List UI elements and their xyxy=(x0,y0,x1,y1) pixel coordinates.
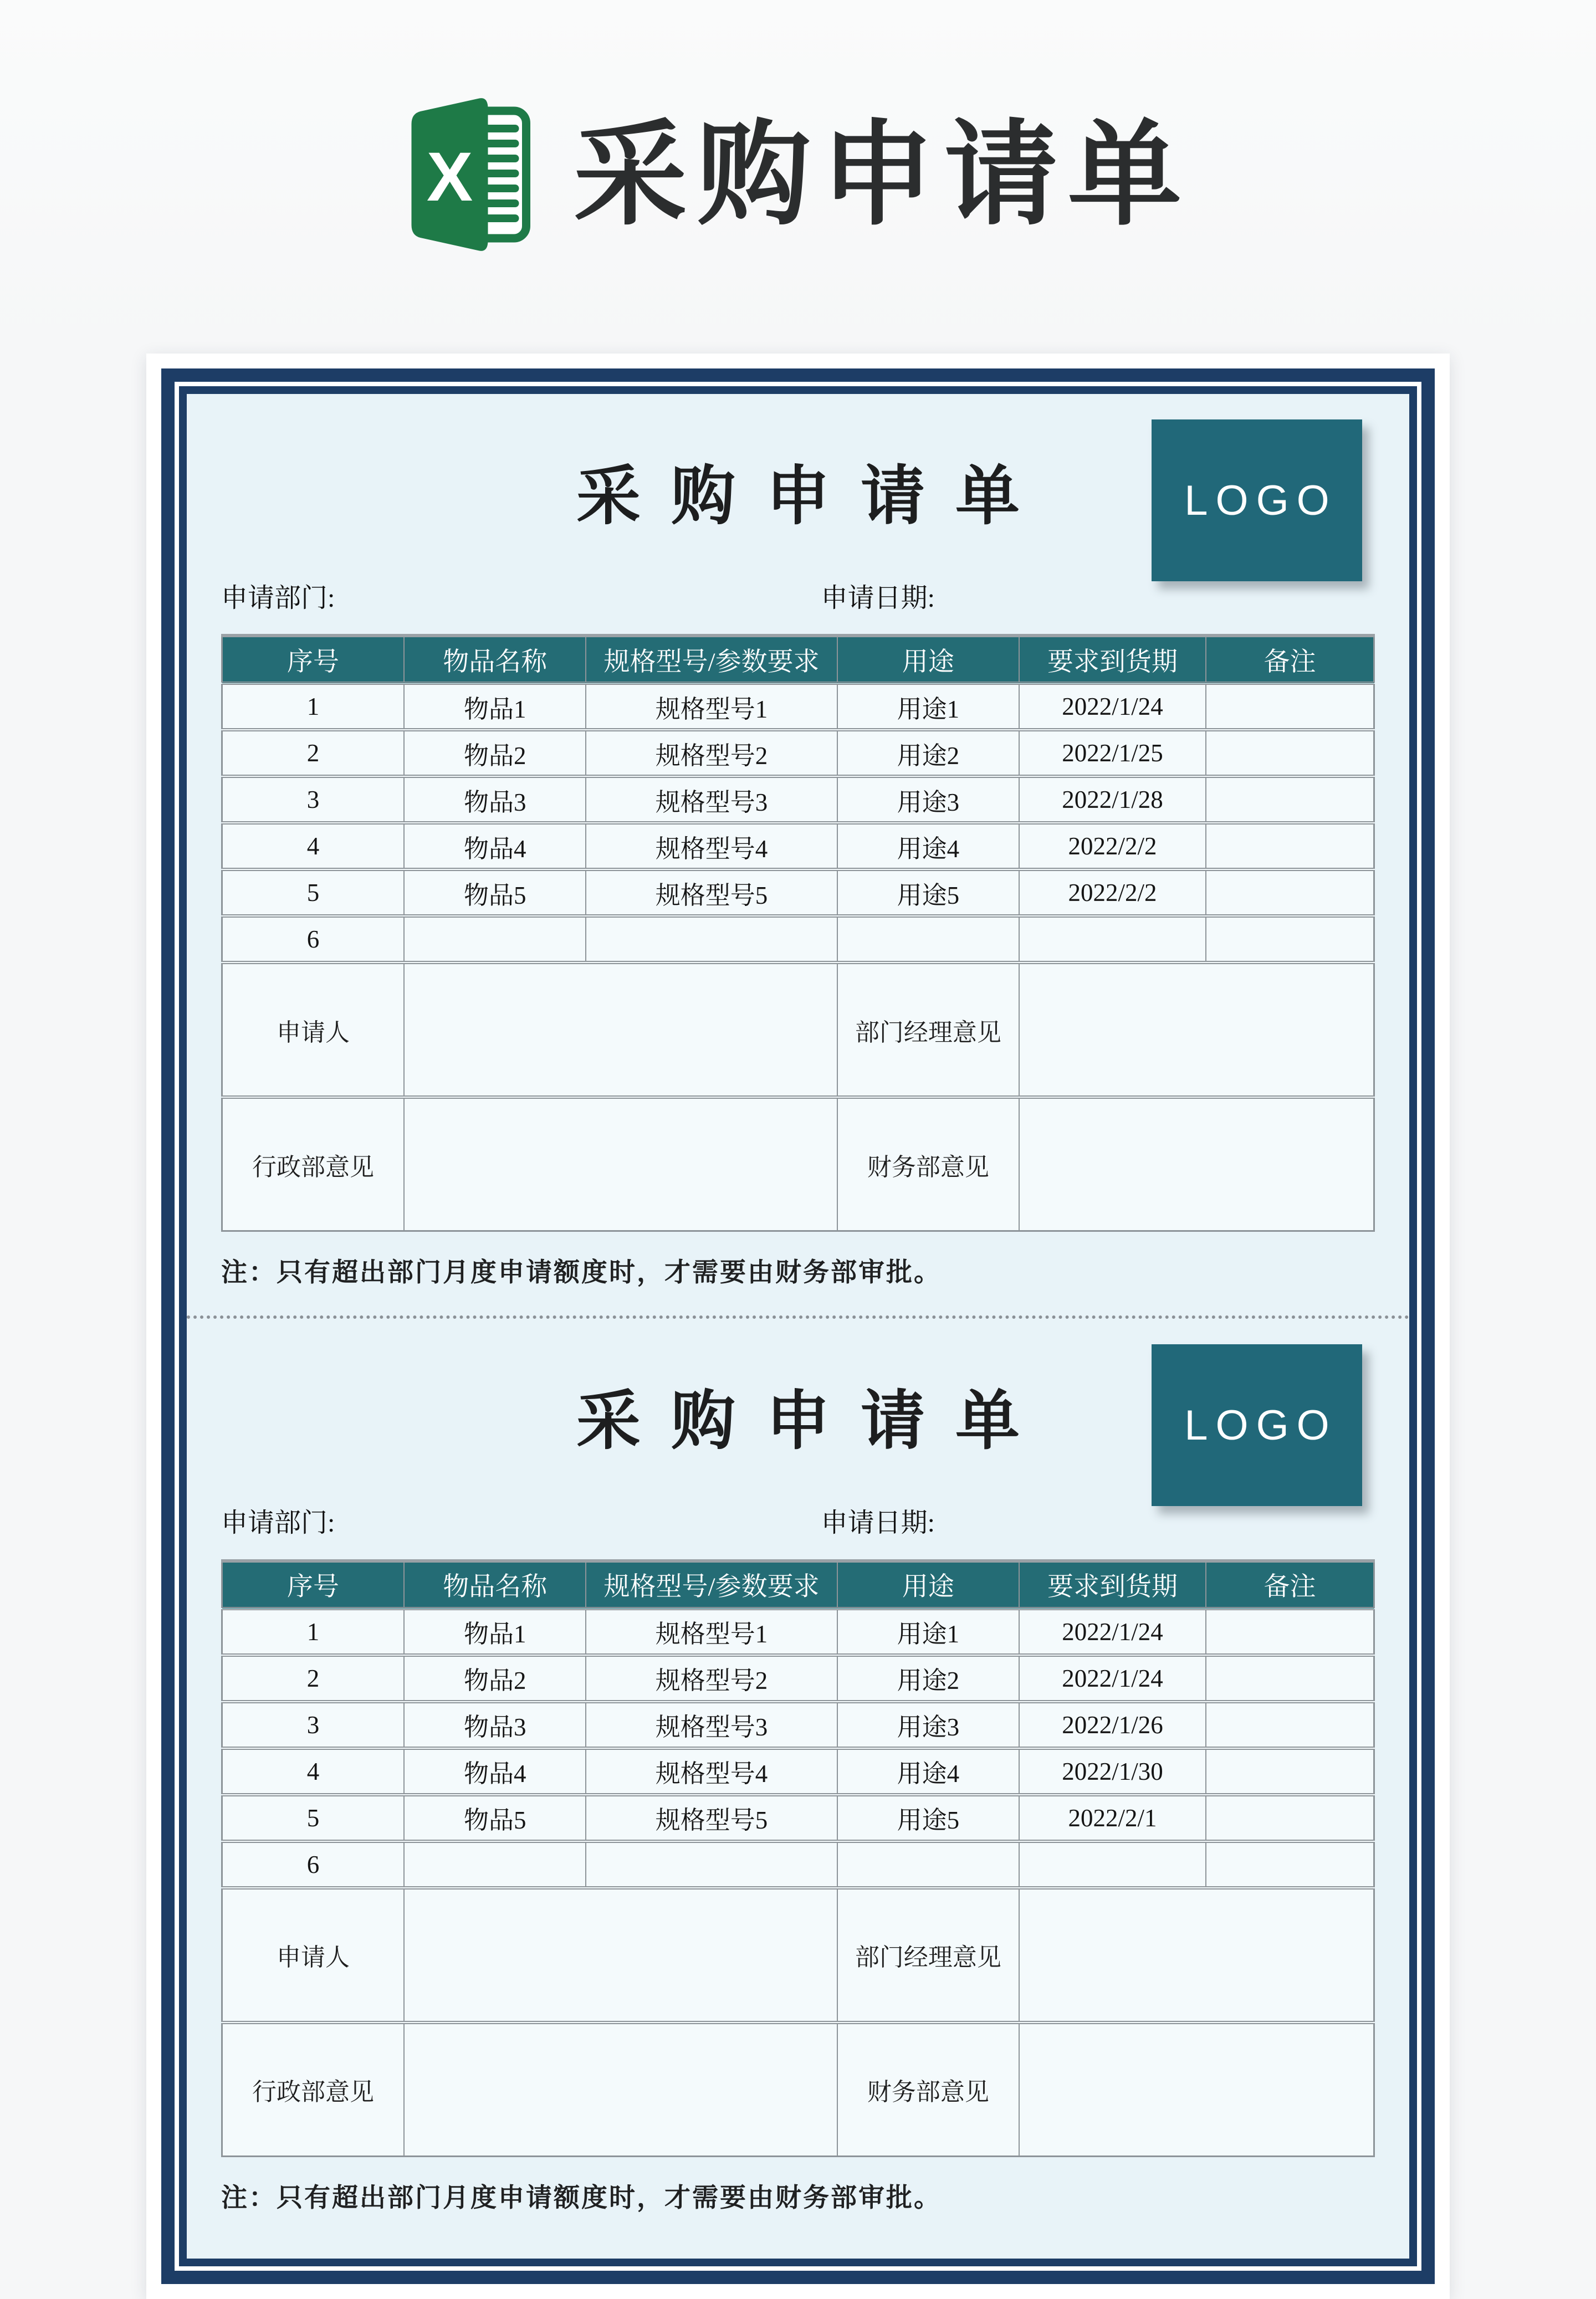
cell-remark[interactable] xyxy=(1206,1841,1374,1888)
cell-no: 6 xyxy=(222,916,404,962)
col-header-spec: 规格型号/参数要求 xyxy=(586,1561,837,1609)
card-frame-gap xyxy=(175,382,1421,2271)
col-header-use: 用途 xyxy=(837,1561,1019,1609)
cell-remark[interactable] xyxy=(1206,916,1374,962)
purchase-table xyxy=(221,1559,1375,2157)
cell-name: 物品4 xyxy=(404,1748,586,1795)
cell-remark[interactable] xyxy=(1206,1609,1374,1655)
cell-name: 物品5 xyxy=(404,869,586,916)
admin-dept-label: 行政部意见 xyxy=(222,2022,404,2157)
card-frame-inner xyxy=(179,386,1417,2266)
cell-name: 物品3 xyxy=(404,776,586,823)
admin-row xyxy=(222,1097,1374,1231)
dept-manager-signature-cell[interactable] xyxy=(1019,962,1374,1097)
department-label[interactable]: 申请部门: xyxy=(221,1508,335,1538)
cell-no: 5 xyxy=(222,1795,404,1841)
cell-spec: 规格型号5 xyxy=(586,869,837,916)
cell-remark[interactable] xyxy=(1206,683,1374,730)
table-row xyxy=(222,730,1374,776)
form-copy-2 xyxy=(221,1319,1375,2214)
cell-spec: 规格型号4 xyxy=(586,1748,837,1795)
cell-date: 2022/1/24 xyxy=(1019,683,1206,730)
table-row xyxy=(222,1795,1374,1841)
svg-text:X: X xyxy=(426,139,473,216)
cell-no: 6 xyxy=(222,1841,404,1888)
cell-use: 用途5 xyxy=(837,1795,1019,1841)
cell-spec[interactable] xyxy=(586,916,837,962)
card-frame-outer xyxy=(161,368,1435,2284)
dept-manager-label: 部门经理意见 xyxy=(837,1888,1019,2022)
finance-dept-label: 财务部意见 xyxy=(837,1097,1019,1231)
cell-spec: 规格型号5 xyxy=(586,1795,837,1841)
admin-dept-label: 行政部意见 xyxy=(222,1097,404,1231)
cell-spec[interactable] xyxy=(586,1841,837,1888)
table-header-row xyxy=(222,1561,1374,1609)
cell-no: 1 xyxy=(222,1609,404,1655)
cell-name[interactable] xyxy=(404,916,586,962)
cell-use[interactable] xyxy=(837,916,1019,962)
date-label[interactable]: 申请日期: xyxy=(821,583,935,613)
cell-remark[interactable] xyxy=(1206,730,1374,776)
cell-no: 2 xyxy=(222,730,404,776)
cell-spec: 规格型号3 xyxy=(586,776,837,823)
dept-manager-label: 部门经理意见 xyxy=(837,962,1019,1097)
cell-name: 物品5 xyxy=(404,1795,586,1841)
cell-use: 用途4 xyxy=(837,823,1019,869)
cell-name: 物品4 xyxy=(404,823,586,869)
cell-date: 2022/1/24 xyxy=(1019,1609,1206,1655)
col-header-remark: 备注 xyxy=(1206,1561,1374,1609)
cell-no: 3 xyxy=(222,776,404,823)
cell-use: 用途3 xyxy=(837,776,1019,823)
cell-remark[interactable] xyxy=(1206,1795,1374,1841)
cell-name: 物品1 xyxy=(404,683,586,730)
col-header-no: 序号 xyxy=(222,1561,404,1609)
applicant-label: 申请人 xyxy=(222,962,404,1097)
cell-name: 物品2 xyxy=(404,730,586,776)
table-row xyxy=(222,1702,1374,1748)
form-card xyxy=(146,354,1450,2299)
table-row xyxy=(222,823,1374,869)
cell-spec: 规格型号2 xyxy=(586,1655,837,1702)
cell-date: 2022/1/24 xyxy=(1019,1655,1206,1702)
purchase-table xyxy=(221,634,1375,1232)
approval-note: 注：只有超出部门月度申请额度时，才需要由财务部审批。 xyxy=(221,1257,942,1287)
excel-icon xyxy=(405,94,535,255)
department-label[interactable]: 申请部门: xyxy=(221,583,335,613)
cell-remark[interactable] xyxy=(1206,1702,1374,1748)
cell-remark[interactable] xyxy=(1206,1655,1374,1702)
cell-name: 物品3 xyxy=(404,1702,586,1748)
form-title: 采购申请单 xyxy=(576,460,1050,532)
cell-date: 2022/1/28 xyxy=(1019,776,1206,823)
cell-use: 用途4 xyxy=(837,1748,1019,1795)
cell-no: 2 xyxy=(222,1655,404,1702)
cell-date: 2022/2/1 xyxy=(1019,1795,1206,1841)
table-header-row xyxy=(222,636,1374,683)
cell-date: 2022/1/25 xyxy=(1019,730,1206,776)
cell-date: 2022/1/30 xyxy=(1019,1748,1206,1795)
finance-signature-cell[interactable] xyxy=(1019,2022,1374,2157)
cell-use: 用途2 xyxy=(837,730,1019,776)
page-title: 采购申请单 xyxy=(574,111,1191,238)
table-row xyxy=(222,1655,1374,1702)
cell-no: 3 xyxy=(222,1702,404,1748)
cell-spec: 规格型号4 xyxy=(586,823,837,869)
cell-use: 用途3 xyxy=(837,1702,1019,1748)
cell-no: 4 xyxy=(222,1748,404,1795)
top-banner xyxy=(0,0,1596,349)
cell-use: 用途5 xyxy=(837,869,1019,916)
col-header-name: 物品名称 xyxy=(404,1561,586,1609)
admin-signature-cell[interactable] xyxy=(404,1097,837,1231)
applicant-label: 申请人 xyxy=(222,1888,404,2022)
table-row xyxy=(222,1841,1374,1888)
applicant-signature-cell[interactable] xyxy=(404,962,837,1097)
table-row xyxy=(222,776,1374,823)
approval-note: 注：只有超出部门月度申请额度时，才需要由财务部审批。 xyxy=(221,2182,942,2212)
cell-remark[interactable] xyxy=(1206,1748,1374,1795)
form-meta xyxy=(221,1507,1375,1539)
form-meta xyxy=(221,582,1375,615)
cell-name: 物品1 xyxy=(404,1609,586,1655)
card-content xyxy=(187,394,1409,2259)
table-row xyxy=(222,683,1374,730)
cell-remark[interactable] xyxy=(1206,776,1374,823)
cell-name[interactable] xyxy=(404,1841,586,1888)
col-header-spec: 规格型号/参数要求 xyxy=(586,636,837,683)
date-label[interactable]: 申请日期: xyxy=(821,1508,935,1538)
dept-manager-signature-cell[interactable] xyxy=(1019,1888,1374,2022)
finance-signature-cell[interactable] xyxy=(1019,1097,1374,1231)
cell-remark[interactable] xyxy=(1206,823,1374,869)
logo-box: LOGO xyxy=(1152,1344,1362,1506)
table-row xyxy=(222,1609,1374,1655)
cell-use: 用途1 xyxy=(837,1609,1019,1655)
cell-name: 物品2 xyxy=(404,1655,586,1702)
col-header-date: 要求到货期 xyxy=(1019,1561,1206,1609)
finance-dept-label: 财务部意见 xyxy=(837,2022,1019,2157)
cell-no: 4 xyxy=(222,823,404,869)
cell-use: 用途1 xyxy=(837,683,1019,730)
table-row xyxy=(222,1748,1374,1795)
cell-use: 用途2 xyxy=(837,1655,1019,1702)
form-title: 采购申请单 xyxy=(576,1385,1050,1457)
admin-signature-cell[interactable] xyxy=(404,2022,837,2157)
col-header-no: 序号 xyxy=(222,636,404,683)
cell-date: 2022/1/26 xyxy=(1019,1702,1206,1748)
cell-no: 5 xyxy=(222,869,404,916)
table-row xyxy=(222,869,1374,916)
applicant-row xyxy=(222,1888,1374,2022)
cell-date[interactable] xyxy=(1019,916,1206,962)
col-header-date: 要求到货期 xyxy=(1019,636,1206,683)
cell-spec: 规格型号3 xyxy=(586,1702,837,1748)
cell-date: 2022/2/2 xyxy=(1019,823,1206,869)
cell-no: 1 xyxy=(222,683,404,730)
cell-spec: 规格型号1 xyxy=(586,683,837,730)
logo-box: LOGO xyxy=(1152,419,1362,581)
applicant-signature-cell[interactable] xyxy=(404,1888,837,2022)
col-header-remark: 备注 xyxy=(1206,636,1374,683)
col-header-name: 物品名称 xyxy=(404,636,586,683)
table-row xyxy=(222,916,1374,962)
col-header-use: 用途 xyxy=(837,636,1019,683)
form-copy-1 xyxy=(221,394,1375,1289)
admin-row xyxy=(222,2022,1374,2157)
applicant-row xyxy=(222,962,1374,1097)
cell-spec: 规格型号1 xyxy=(586,1609,837,1655)
cell-spec: 规格型号2 xyxy=(586,730,837,776)
cell-remark[interactable] xyxy=(1206,869,1374,916)
cell-date: 2022/2/2 xyxy=(1019,869,1206,916)
cell-use[interactable] xyxy=(837,1841,1019,1888)
cell-date[interactable] xyxy=(1019,1841,1206,1888)
